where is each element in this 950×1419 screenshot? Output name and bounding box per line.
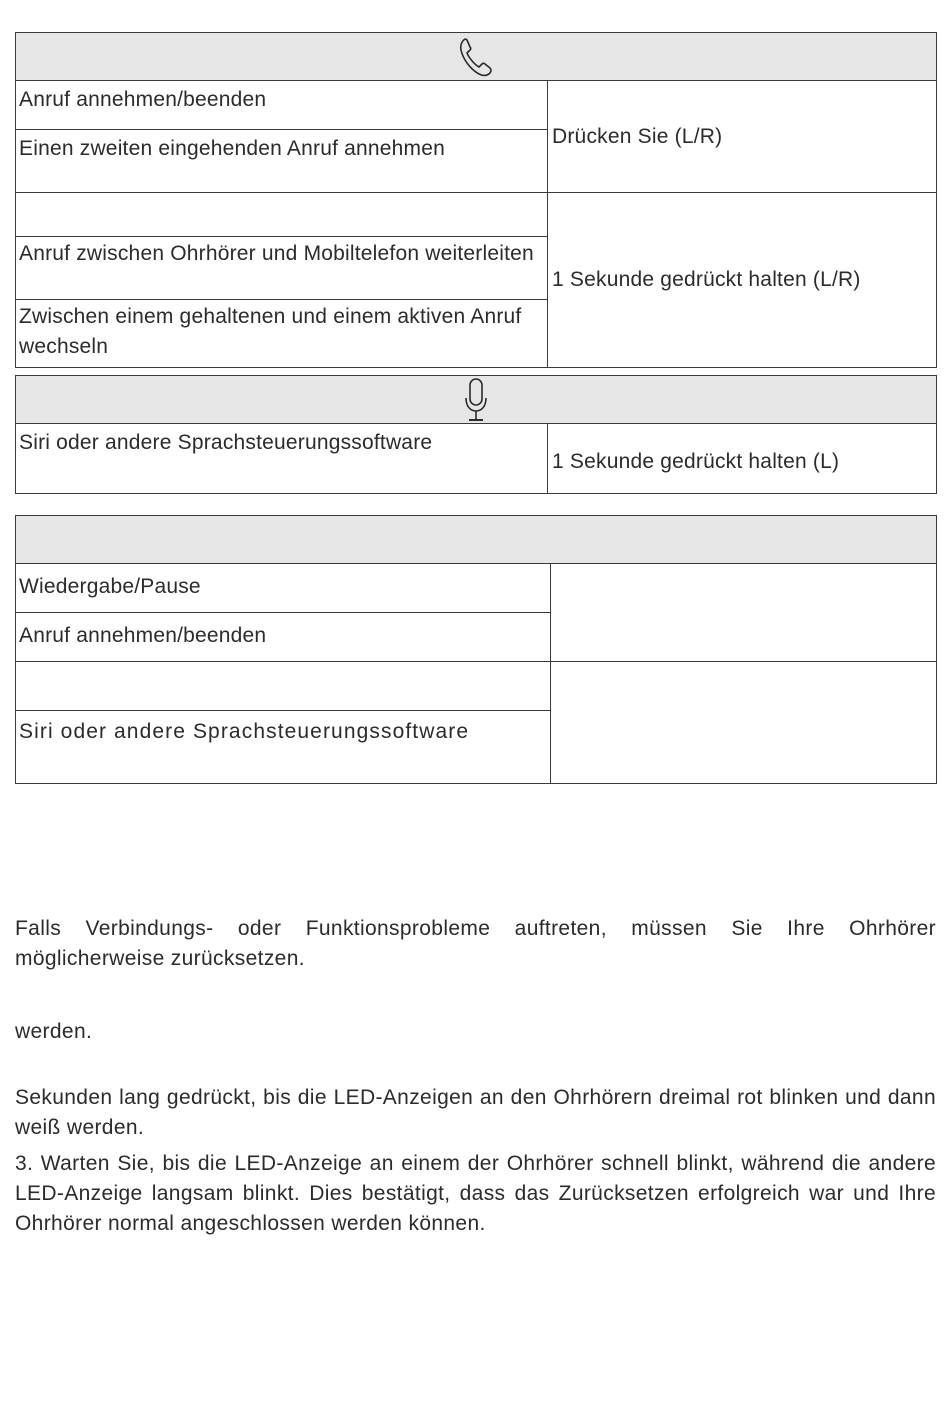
reset-step-3: 3. Warten Sie, bis die LED-Anzeige an einem der Ohrhörer schnell blinkt, während die andere LED-Anzeige langsam blinkt. Dies bestätigt, dass das Zurücksetzen erfolgreich war und Ihre Ohrhörer normal angeschlossen werden können. bbox=[15, 1152, 936, 1235]
action-hold-left: 1 Sekunde gedrückt halten (L) bbox=[548, 424, 937, 494]
table-row: Siri oder andere Sprachsteuerungssoftware bbox=[16, 424, 548, 494]
controls-table bbox=[15, 515, 937, 784]
table-row bbox=[16, 193, 548, 237]
action-press: Drücken Sie (L/R) bbox=[548, 81, 937, 193]
table-row: Anruf zwischen Ohrhörer und Mobiltelefon weiterleiten bbox=[16, 237, 548, 300]
voice-table bbox=[15, 375, 937, 494]
controls-header bbox=[16, 516, 937, 564]
table-row: Einen zweiten eingehenden Anruf annehmen bbox=[16, 130, 548, 193]
voice-header bbox=[16, 376, 937, 424]
calls-header bbox=[16, 33, 937, 81]
table-row: Wiedergabe/Pause bbox=[16, 564, 551, 613]
table-row: Siri oder andere Sprachsteuerungssoftware bbox=[16, 711, 551, 784]
calls-table bbox=[15, 32, 937, 368]
microphone-icon bbox=[16, 377, 936, 423]
reset-step-2: Sekunden lang gedrückt, bis die LED-Anzeigen an den Ohrhörern dreimal rot blinken und dann weiß werden. bbox=[15, 1086, 936, 1139]
reset-intro-paragraph: Falls Verbindungs- oder Funktionsprobleme auftreten, müssen Sie Ihre Ohrhörer möglicherweise zurücksetzen. bbox=[15, 917, 936, 970]
phone-icon bbox=[16, 36, 936, 78]
action-hold: 1 Sekunde gedrückt halten (L/R) bbox=[548, 193, 937, 368]
empty-action-cell bbox=[551, 564, 937, 662]
table-row: Zwischen einem gehaltenen und einem aktiven Anruf wechseln bbox=[16, 300, 548, 368]
empty-action-cell bbox=[551, 662, 937, 784]
reset-step-fragment: werden. bbox=[15, 1020, 93, 1043]
table-row: Anruf annehmen/beenden bbox=[16, 613, 551, 662]
table-row bbox=[16, 662, 551, 711]
table-row: Anruf annehmen/beenden bbox=[16, 81, 548, 130]
